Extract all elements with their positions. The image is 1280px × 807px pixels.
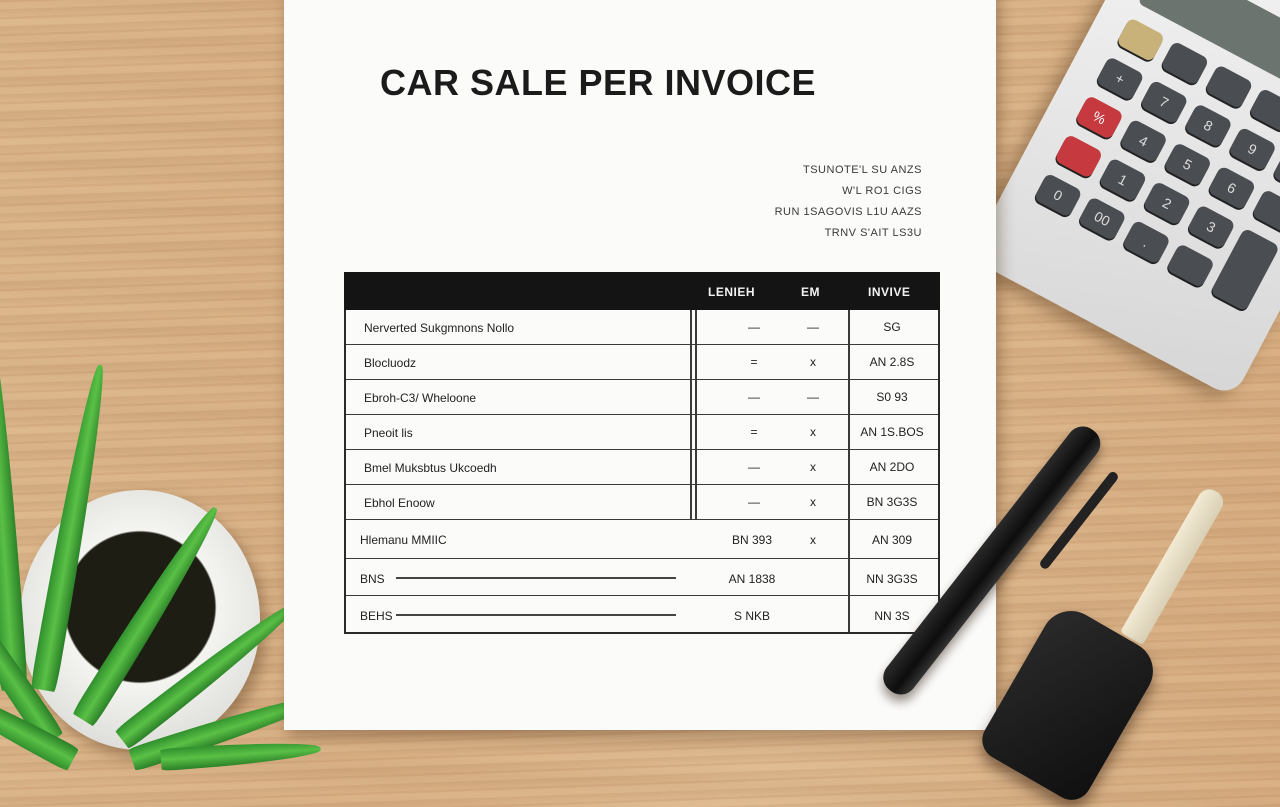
total-amount: NN 3S	[874, 609, 910, 623]
item-name: Ebhol Enoow	[364, 496, 435, 510]
meta-line: W'L RO1 CIGS	[842, 185, 922, 197]
calc-key: 0	[1033, 173, 1082, 218]
meta-line: RUN 1SAGOVIS L1U AAZS	[774, 206, 922, 218]
calc-key: 2	[1142, 181, 1191, 226]
calc-key: +	[1095, 56, 1144, 101]
total-label: BNS	[360, 572, 385, 586]
column-header: EM	[801, 285, 820, 299]
table-header	[344, 272, 940, 310]
invoice-meta	[775, 160, 922, 244]
total-row: BEHS S NKB NN 3S	[346, 596, 938, 632]
total-amount: AN 309	[871, 533, 913, 547]
item-name: Pneoit lis	[364, 426, 413, 440]
table-body	[344, 310, 940, 634]
calc-key: 3	[1186, 204, 1235, 249]
table-row: Nerverted Sukgmnons Nollo — — SG	[346, 310, 938, 345]
table-row: Pneoit lis = x AN 1S.BOS	[346, 415, 938, 450]
item-amount: AN 2DO	[869, 460, 915, 474]
table-row: Blocluodz = x AN 2.8S	[346, 345, 938, 380]
table-row: Ebhol Enoow — x BN 3G3S	[346, 485, 938, 520]
column-header: LENIEH	[708, 285, 756, 299]
car-key-blade	[1120, 485, 1228, 645]
meta-line: TSUNOTE'L SU ANZS	[803, 164, 922, 176]
calc-key: 6	[1207, 165, 1256, 210]
calc-key: 9	[1228, 126, 1277, 171]
total-row: Hlemanu MMIIC BN 393 x AN 309	[346, 520, 938, 559]
total-amount: NN 3G3S	[866, 572, 918, 586]
signature-line	[396, 614, 676, 616]
total-label: Hlemanu MMIIC	[360, 533, 447, 547]
calc-key: 1	[1098, 157, 1147, 202]
column-header: INVIVE	[868, 285, 911, 299]
calculator	[968, 0, 1280, 398]
signature-line	[396, 577, 676, 579]
item-name: Bmel Muksbtus Ukcoedh	[364, 461, 497, 475]
total-label: BEHS	[360, 609, 393, 623]
invoice-table	[344, 272, 940, 634]
total-row: BNS AN 1838 NN 3G3S	[346, 559, 938, 596]
calc-key: 00	[1077, 196, 1126, 241]
invoice-title: CAR SALE PER INVOICE	[380, 62, 817, 103]
invoice-document	[284, 0, 996, 730]
item-amount: S0 93	[876, 390, 908, 404]
item-amount: SG	[883, 320, 901, 334]
item-name: Ebroh-C3/ Wheloone	[364, 391, 477, 405]
table-row: Ebroh-C3/ Wheloone — — S0 93	[346, 380, 938, 415]
calc-key: 7	[1139, 79, 1188, 124]
calc-key: 4	[1119, 118, 1168, 163]
meta-line: TRNV S'AIT LS3U	[824, 227, 922, 239]
item-amount: AN 1S.BOS	[860, 425, 924, 439]
item-amount: AN 2.8S	[869, 355, 915, 369]
table-row: Bmel Muksbtus Ukcoedh — x AN 2DO	[346, 450, 938, 485]
calc-key: %	[1075, 95, 1124, 140]
calc-key: .	[1122, 219, 1171, 264]
item-amount: BN 3G3S	[866, 495, 918, 509]
item-name: Blocluodz	[364, 356, 417, 370]
calc-key: 8	[1184, 103, 1233, 148]
item-name: Nerverted Sukgmnons Nollo	[364, 321, 515, 335]
calc-key: 5	[1163, 142, 1212, 187]
